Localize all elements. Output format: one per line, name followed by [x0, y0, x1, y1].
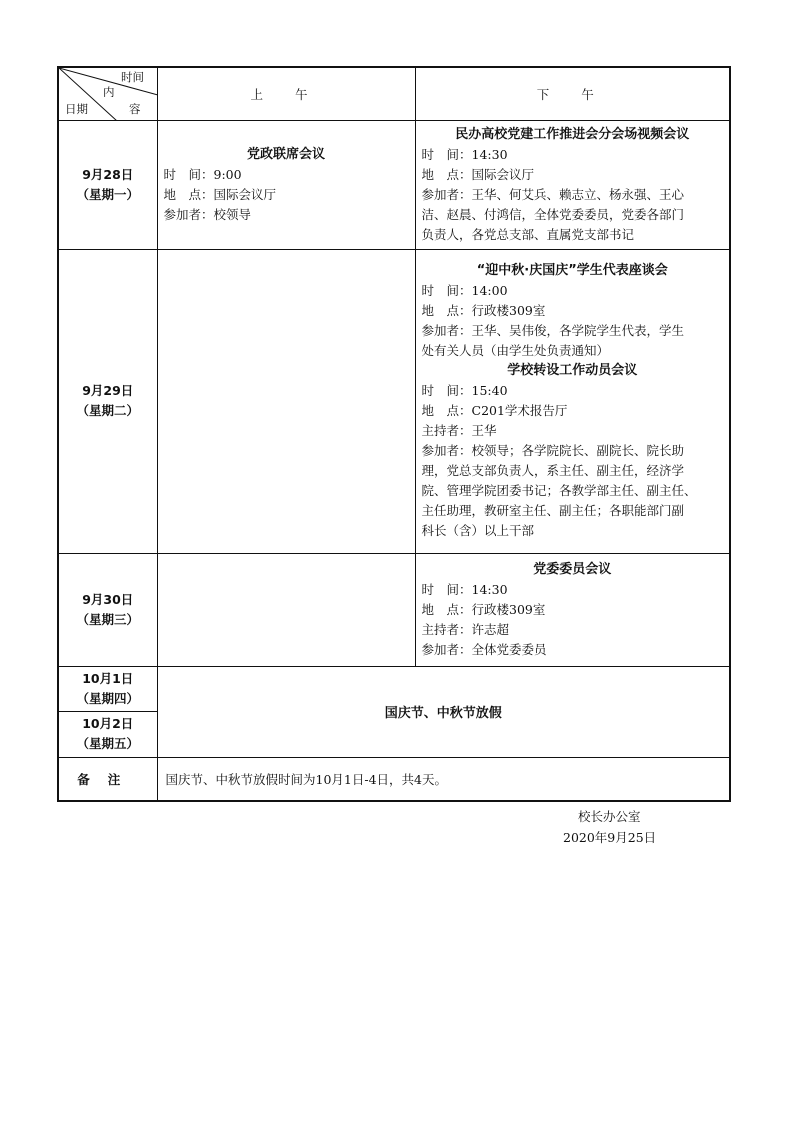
date-cell	[58, 711, 157, 757]
weekday-text: （星期三）	[76, 611, 139, 627]
event-line: 时 间：14:30	[421, 581, 508, 597]
event-line: 处有关人员（由学生处负责通知）	[421, 343, 610, 358]
afternoon-cell	[415, 553, 730, 666]
day-row	[58, 553, 730, 666]
day-row	[58, 120, 730, 249]
morning-cell	[157, 249, 415, 553]
note-text: 国庆节、中秋节放假时间为10月1日-4日，共4天。	[157, 757, 730, 801]
event-line: 地 点：行政楼309室	[421, 601, 546, 617]
event-line: 时 间：14:30	[421, 146, 508, 162]
event-title: 党委委员会议	[533, 561, 612, 577]
event-title: 学校转设工作动员会议	[507, 363, 638, 378]
event-line: 主持者：许志超	[421, 621, 510, 637]
footer-date: 2020年9月25日	[563, 830, 657, 845]
date-text: 9月29日	[82, 383, 134, 398]
weekday-text: （星期二）	[76, 403, 139, 418]
header-row	[58, 67, 730, 120]
event-title: 民办高校党建工作推进会分会场视频会议	[455, 126, 690, 142]
note-row	[58, 757, 730, 801]
weekday-text: （星期一）	[76, 186, 139, 202]
date-text: 10月1日	[82, 670, 134, 686]
date-text: 9月30日	[82, 591, 134, 607]
weekday-text: （星期四）	[76, 690, 139, 706]
date-text: 10月2日	[82, 716, 134, 731]
afternoon-header: 下 午	[415, 67, 730, 120]
date-text: 9月28日	[82, 166, 134, 182]
afternoon-cell	[415, 249, 730, 553]
event-line: 地 点：国际会议厅	[163, 186, 277, 202]
footer-office: 校长办公室	[578, 809, 641, 824]
event-line: 参加者：王华、何艾兵、赖志立、杨永强、王心	[421, 186, 685, 202]
note-label: 备注	[58, 757, 157, 801]
event-line: 参加者：王华、吴伟俊，各学院学生代表，学生	[421, 323, 685, 338]
weekday-text: （星期五）	[76, 736, 139, 751]
event-title: “迎中秋·庆国庆”学生代表座谈会	[476, 263, 668, 278]
event-title: 党政联席会议	[246, 146, 325, 162]
event-line: 理，党总支部负责人，系主任、副主任，经济学	[421, 463, 685, 478]
diag-time-label: 时间	[121, 70, 144, 84]
event-line: 参加者：校领导；各学院院长、副院长、院长助	[421, 443, 685, 458]
morning-cell	[157, 120, 415, 249]
diagonal-header-cell	[58, 67, 157, 120]
event-line: 参加者：全体党委委员	[421, 641, 547, 657]
event-line: 参加者：校领导	[163, 206, 252, 222]
event-line: 主任助理，教研室主任、副主任；各职能部门副	[421, 503, 685, 518]
event-line: 地 点：国际会议厅	[421, 166, 535, 182]
event-line: 洁、赵晨、付鸿信，全体党委委员，党委各部门	[421, 206, 685, 222]
event-line: 院、管理学院团委书记；各教学部主任、副主任、	[421, 483, 697, 498]
holiday-cell: 国庆节、中秋节放假	[157, 666, 730, 757]
event-line: 科长（含）以上干部	[421, 523, 535, 538]
schedule-table	[57, 66, 731, 802]
diag-date-label: 日期	[65, 102, 88, 116]
day-row	[58, 666, 730, 711]
event-line: 地 点：行政楼309室	[421, 303, 546, 318]
event-line: 负责人，各党总支部、直属党支部书记	[421, 226, 635, 242]
diag-rong-label: 容	[129, 102, 141, 116]
event-line: 时 间：9:00	[163, 166, 242, 182]
day-row	[58, 249, 730, 553]
event-line: 地 点：C201学术报告厅	[421, 403, 568, 418]
date-cell	[58, 666, 157, 711]
event-line: 时 间：15:40	[421, 383, 508, 398]
date-cell	[58, 120, 157, 249]
afternoon-cell	[415, 120, 730, 249]
date-cell	[58, 249, 157, 553]
morning-header: 上 午	[157, 67, 415, 120]
morning-cell	[157, 553, 415, 666]
diag-content-label: 内	[103, 85, 115, 99]
event-line: 时 间：14:00	[421, 283, 508, 298]
event-line: 主持者：王华	[421, 423, 497, 438]
date-cell	[58, 553, 157, 666]
